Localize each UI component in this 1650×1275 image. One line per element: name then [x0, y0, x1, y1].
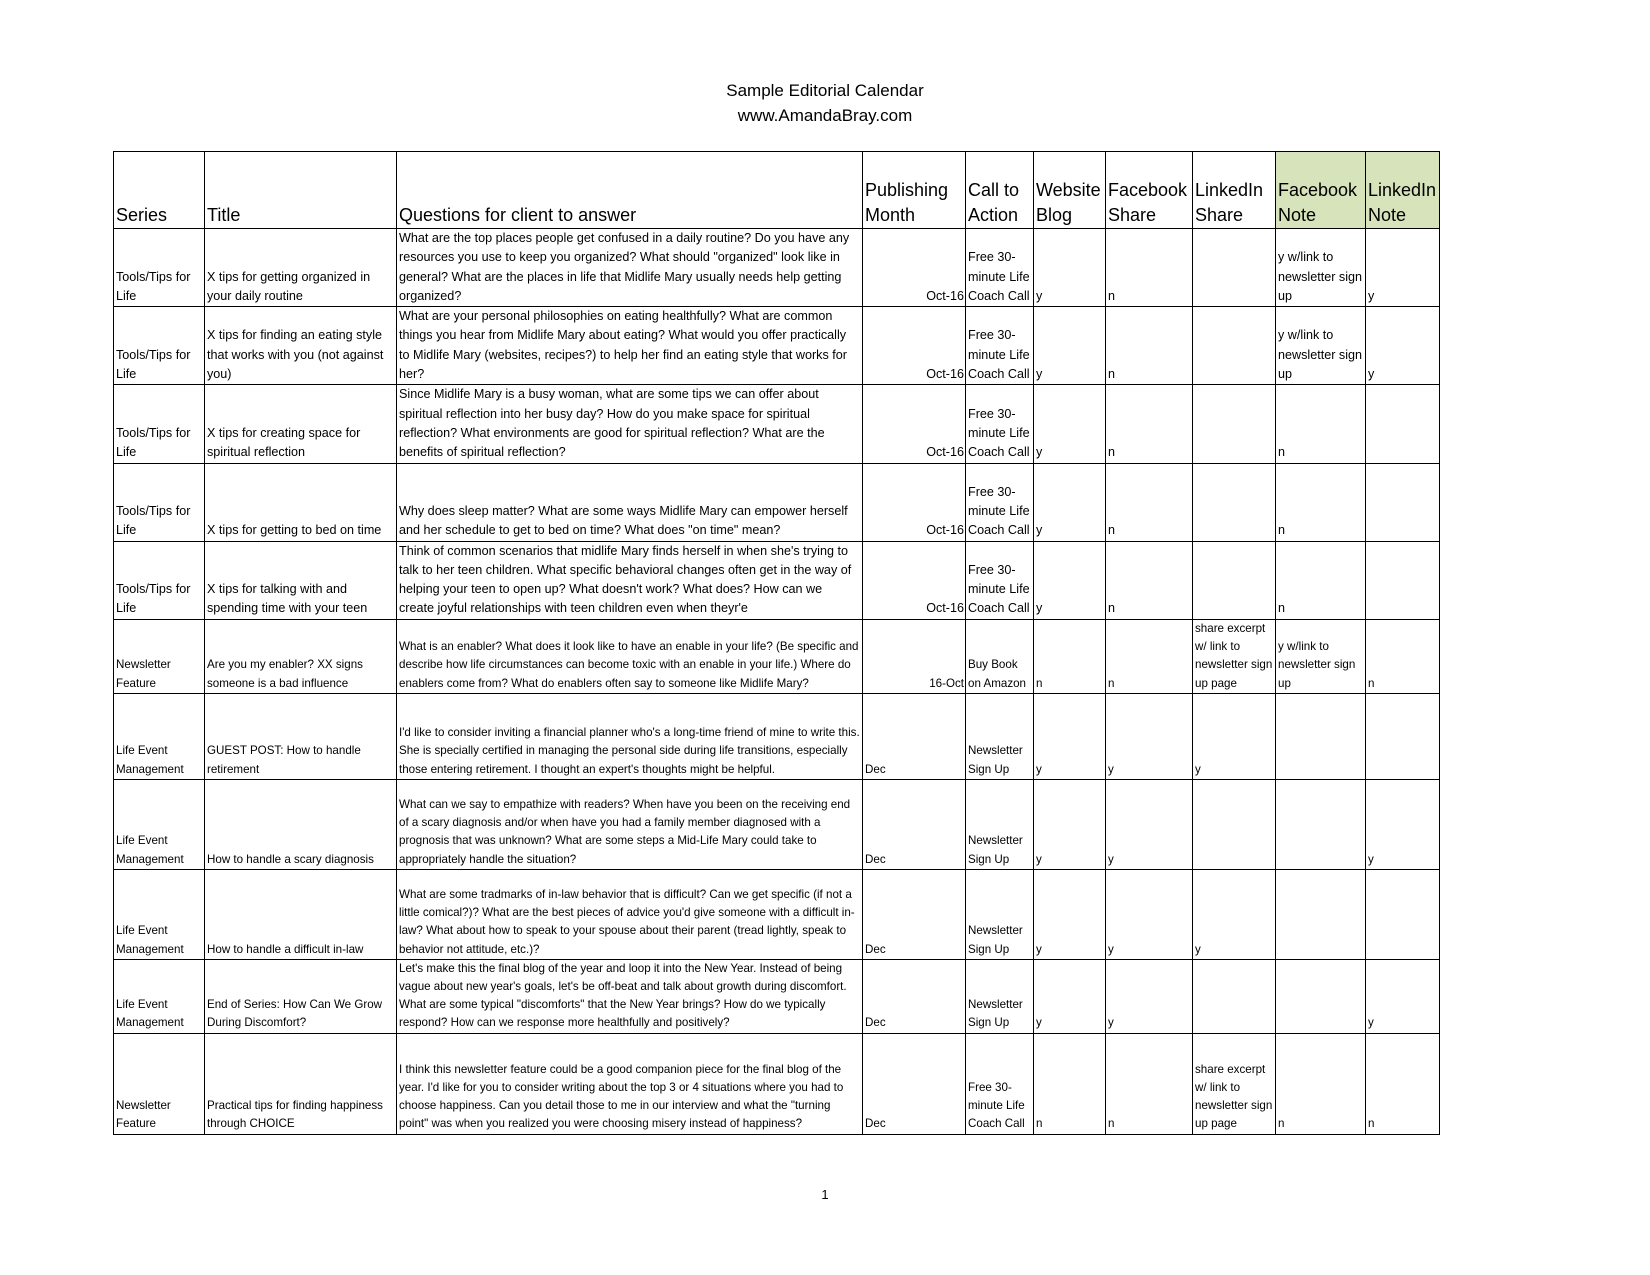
header-row — [114, 152, 1440, 229]
table-row — [114, 619, 1440, 693]
header-facebook-note: Facebook Note — [1276, 152, 1366, 229]
cell-publishing-month: Oct-16 — [863, 385, 966, 463]
cell-series: Life Event Management — [114, 959, 205, 1033]
cell-call-to-action: Newsletter Sign Up — [966, 779, 1034, 869]
cell-title: Are you my enabler? XX signs someone is a bad influence — [205, 619, 397, 693]
cell-questions: What are the top places people get confused in a daily routine? Do you have any resources you use to keep you organized? What should "organized" look like in general? What are the places in life that Midlife Mary usually needs help getting organized? — [397, 229, 863, 307]
header-facebook-share: Facebook Share — [1106, 152, 1193, 229]
cell-linkedin-note — [1366, 869, 1440, 959]
cell-facebook-share: y — [1106, 779, 1193, 869]
cell-title: X tips for getting organized in your daily routine — [205, 229, 397, 307]
cell-facebook-note — [1276, 693, 1366, 779]
cell-linkedin-share — [1193, 307, 1276, 385]
document-title: Sample Editorial Calendar — [726, 81, 924, 100]
cell-call-to-action: Buy Book on Amazon — [966, 619, 1034, 693]
cell-facebook-note: n — [1276, 1033, 1366, 1134]
cell-publishing-month: Dec — [863, 779, 966, 869]
cell-website-blog: y — [1034, 693, 1106, 779]
cell-website-blog: n — [1034, 619, 1106, 693]
cell-series: Tools/Tips for Life — [114, 463, 205, 541]
cell-facebook-share: n — [1106, 541, 1193, 619]
cell-linkedin-share — [1193, 959, 1276, 1033]
table-row — [114, 229, 1440, 307]
cell-linkedin-share: y — [1193, 693, 1276, 779]
cell-questions: Let's make this the final blog of the year and loop it into the New Year. Instead of being vague about new year's goals, let's be off-beat and talk about growth during discomfort. What are some typical "discomforts" that the New Year brings? How do we typically respond? How can we response more healthfully and positively? — [397, 959, 863, 1033]
cell-facebook-share: n — [1106, 229, 1193, 307]
cell-title: How to handle a scary diagnosis — [205, 779, 397, 869]
header-publishing-month: Publishing Month — [863, 152, 966, 229]
table-row — [114, 779, 1440, 869]
cell-facebook-note — [1276, 869, 1366, 959]
cell-website-blog: y — [1034, 959, 1106, 1033]
cell-facebook-share: n — [1106, 385, 1193, 463]
cell-series: Life Event Management — [114, 693, 205, 779]
cell-linkedin-note — [1366, 385, 1440, 463]
cell-facebook-note — [1276, 779, 1366, 869]
cell-series: Life Event Management — [114, 869, 205, 959]
cell-publishing-month: Dec — [863, 959, 966, 1033]
cell-publishing-month: Oct-16 — [863, 229, 966, 307]
cell-series: Tools/Tips for Life — [114, 307, 205, 385]
cell-facebook-share: y — [1106, 869, 1193, 959]
cell-publishing-month: Oct-16 — [863, 307, 966, 385]
cell-linkedin-note — [1366, 463, 1440, 541]
cell-call-to-action: Newsletter Sign Up — [966, 869, 1034, 959]
table-body — [114, 229, 1440, 1135]
document-header — [0, 78, 1650, 128]
cell-facebook-share: n — [1106, 307, 1193, 385]
cell-series: Newsletter Feature — [114, 619, 205, 693]
cell-facebook-share: n — [1106, 1033, 1193, 1134]
cell-questions: Think of common scenarios that midlife Mary finds herself in when she's trying to talk to her teen children. What specific behavioral changes often get in the way of helping your teen to open up? What doesn't work? What does? How can we create joyful relationships with teen children even when theyr'e — [397, 541, 863, 619]
cell-publishing-month: Dec — [863, 869, 966, 959]
cell-facebook-note: n — [1276, 463, 1366, 541]
cell-facebook-note: n — [1276, 385, 1366, 463]
cell-series: Newsletter Feature — [114, 1033, 205, 1134]
cell-linkedin-note: y — [1366, 779, 1440, 869]
cell-linkedin-note: n — [1366, 1033, 1440, 1134]
header-questions: Questions for client to answer — [397, 152, 863, 229]
cell-website-blog: y — [1034, 229, 1106, 307]
cell-series: Life Event Management — [114, 779, 205, 869]
cell-linkedin-note: y — [1366, 307, 1440, 385]
cell-questions: I'd like to consider inviting a financial planner who's a long-time friend of mine to write this. She is specially certified in managing the personal side during life transitions, especially those entering retirement. I thought an expert's thoughts might be helpful. — [397, 693, 863, 779]
table-row — [114, 1033, 1440, 1134]
cell-linkedin-note: n — [1366, 619, 1440, 693]
cell-questions: Since Midlife Mary is a busy woman, what are some tips we can offer about spiritual reflection into her busy day? How do you make space for spiritual reflection? What environments are good for spiritual reflection? What are the benefits of spiritual reflection? — [397, 385, 863, 463]
cell-questions: I think this newsletter feature could be a good companion piece for the final blog of the year. I'd like for you to consider writing about the top 3 or 4 situations where you had to choose happiness. Can you detail those to me in our interview and what the "turning point" was when you realized you were choosing misery instead of happiness? — [397, 1033, 863, 1134]
cell-linkedin-note: y — [1366, 229, 1440, 307]
cell-publishing-month: 16-Oct — [863, 619, 966, 693]
cell-publishing-month: Dec — [863, 1033, 966, 1134]
page-number: 1 — [821, 1187, 829, 1202]
cell-website-blog: y — [1034, 869, 1106, 959]
cell-questions: Why does sleep matter? What are some ways Midlife Mary can empower herself and her schedule to get to bed on time? What does "on time" mean? — [397, 463, 863, 541]
table-row — [114, 693, 1440, 779]
cell-series: Tools/Tips for Life — [114, 229, 205, 307]
cell-call-to-action: Free 30-minute Life Coach Call — [966, 1033, 1034, 1134]
header-title: Title — [205, 152, 397, 229]
cell-linkedin-share: share excerpt w/ link to newsletter sign up page — [1193, 1033, 1276, 1134]
cell-facebook-note: y w/link to newsletter sign up — [1276, 307, 1366, 385]
cell-linkedin-share — [1193, 541, 1276, 619]
cell-series: Tools/Tips for Life — [114, 541, 205, 619]
header-call-to-action: Call to Action — [966, 152, 1034, 229]
cell-questions: What are your personal philosophies on eating healthfully? What are common things you hear from Midlife Mary about eating? What would you offer practically to Midlife Mary (websites, recipes?) to help her find an eating style that works for her? — [397, 307, 863, 385]
header-series: Series — [114, 152, 205, 229]
cell-website-blog: y — [1034, 779, 1106, 869]
cell-questions: What is an enabler? What does it look like to have an enable in your life? (Be specific and describe how life circumstances can become toxic with an enable in your life.) Where do enablers come from? What do enablers often say to someone like Midlife Mary? — [397, 619, 863, 693]
cell-call-to-action: Free 30-minute Life Coach Call — [966, 229, 1034, 307]
cell-linkedin-note — [1366, 693, 1440, 779]
cell-title: X tips for creating space for spiritual reflection — [205, 385, 397, 463]
cell-linkedin-share: y — [1193, 869, 1276, 959]
cell-title: End of Series: How Can We Grow During Discomfort? — [205, 959, 397, 1033]
cell-title: X tips for getting to bed on time — [205, 463, 397, 541]
cell-call-to-action: Free 30-minute Life Coach Call — [966, 307, 1034, 385]
cell-website-blog: y — [1034, 385, 1106, 463]
table-row — [114, 959, 1440, 1033]
header-linkedin-note: LinkedIn Note — [1366, 152, 1440, 229]
cell-linkedin-note: y — [1366, 959, 1440, 1033]
cell-title: X tips for talking with and spending time with your teen — [205, 541, 397, 619]
table-row — [114, 307, 1440, 385]
document-subtitle: www.AmandaBray.com — [737, 106, 913, 125]
cell-facebook-share: n — [1106, 619, 1193, 693]
table-row — [114, 385, 1440, 463]
cell-call-to-action: Free 30-minute Life Coach Call — [966, 541, 1034, 619]
cell-website-blog: y — [1034, 541, 1106, 619]
cell-linkedin-share — [1193, 463, 1276, 541]
cell-linkedin-share: share excerpt w/ link to newsletter sign up page — [1193, 619, 1276, 693]
cell-facebook-note: n — [1276, 541, 1366, 619]
cell-facebook-note: y w/link to newsletter sign up — [1276, 229, 1366, 307]
cell-publishing-month: Oct-16 — [863, 541, 966, 619]
cell-title: GUEST POST: How to handle retirement — [205, 693, 397, 779]
cell-call-to-action: Newsletter Sign Up — [966, 693, 1034, 779]
cell-call-to-action: Free 30-minute Life Coach Call — [966, 385, 1034, 463]
cell-linkedin-share — [1193, 779, 1276, 869]
cell-facebook-share: y — [1106, 693, 1193, 779]
cell-website-blog: n — [1034, 1033, 1106, 1134]
cell-questions: What are some tradmarks of in-law behavior that is difficult? Can we get specific (if not a little comical?)? What are the best pieces of advice you'd give someone with a difficult in-law? What about how to speak to your spouse about their parent (tread lightly, speak to behavior not attitude, etc.)? — [397, 869, 863, 959]
cell-series: Tools/Tips for Life — [114, 385, 205, 463]
header-linkedin-share: LinkedIn Share — [1193, 152, 1276, 229]
cell-linkedin-note — [1366, 541, 1440, 619]
cell-facebook-note: y w/link to newsletter sign up — [1276, 619, 1366, 693]
table-row — [114, 463, 1440, 541]
editorial-calendar-table — [113, 151, 1440, 1135]
cell-publishing-month: Dec — [863, 693, 966, 779]
cell-facebook-note — [1276, 959, 1366, 1033]
cell-website-blog: y — [1034, 463, 1106, 541]
cell-facebook-share: n — [1106, 463, 1193, 541]
cell-facebook-share: y — [1106, 959, 1193, 1033]
table-row — [114, 869, 1440, 959]
table-row — [114, 541, 1440, 619]
header-website-blog: Website Blog — [1034, 152, 1106, 229]
cell-publishing-month: Oct-16 — [863, 463, 966, 541]
cell-website-blog: y — [1034, 307, 1106, 385]
cell-title: X tips for finding an eating style that works with you (not against you) — [205, 307, 397, 385]
cell-title: Practical tips for finding happiness through CHOICE — [205, 1033, 397, 1134]
cell-questions: What can we say to empathize with readers? When have you been on the receiving end of a scary diagnosis and/or when have you had a family member diagnosed with a prognosis that was unknown? What are some steps a Mid-Life Mary could take to appropriately handle the situation? — [397, 779, 863, 869]
cell-title: How to handle a difficult in-law — [205, 869, 397, 959]
cell-call-to-action: Newsletter Sign Up — [966, 959, 1034, 1033]
cell-call-to-action: Free 30-minute Life Coach Call — [966, 463, 1034, 541]
cell-linkedin-share — [1193, 385, 1276, 463]
cell-linkedin-share — [1193, 229, 1276, 307]
